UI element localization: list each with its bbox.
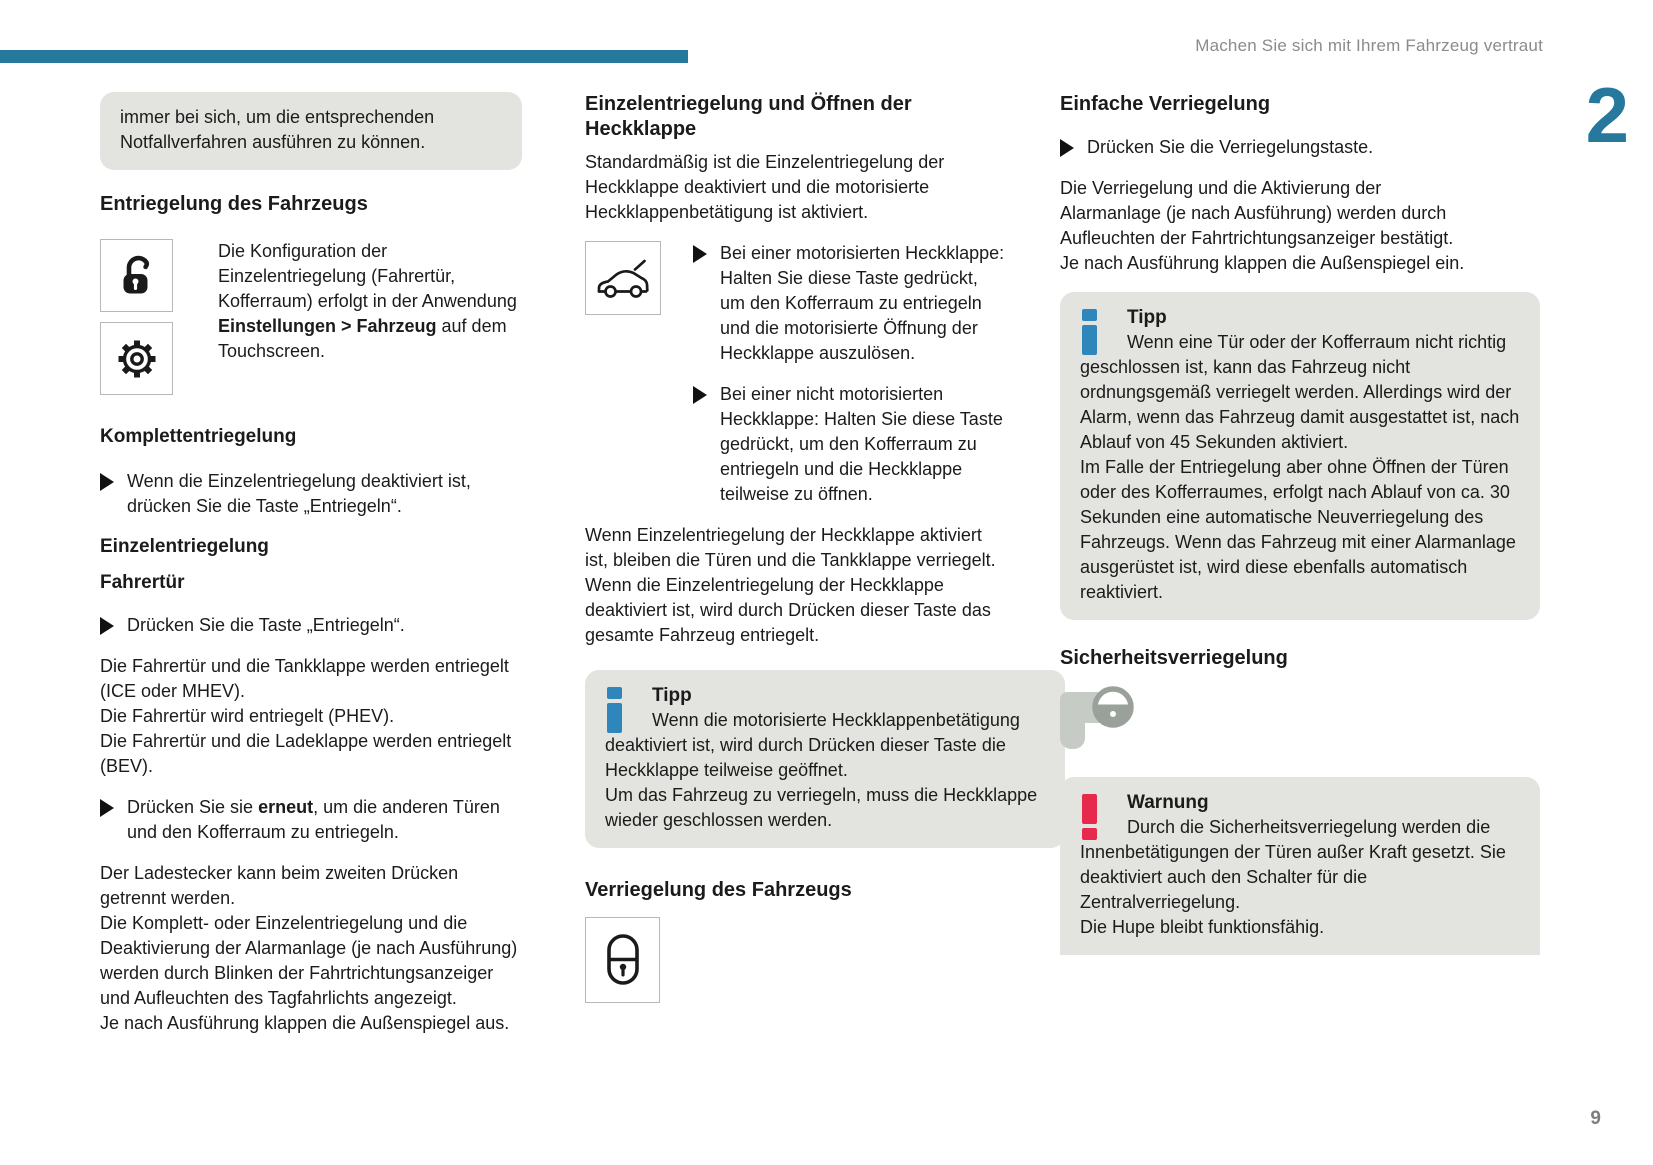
info-line: Der Ladestecker kann beim zweiten Drücken getrennt werden. xyxy=(100,863,459,908)
gear-icon xyxy=(100,322,173,395)
chapter-rule xyxy=(0,50,688,63)
tip-box xyxy=(585,670,1065,848)
icon-stack xyxy=(100,239,173,395)
unlocking-info-paragraph xyxy=(100,861,522,1036)
warning-title: Warnung xyxy=(1127,792,1209,813)
left-column xyxy=(100,92,522,1052)
carryover-note-box xyxy=(100,92,522,170)
bullet-item xyxy=(1060,135,1482,160)
carryover-note-text: immer bei sich, um die entsprechenden Notfallverfahren ausführen zu können. xyxy=(120,107,435,152)
bullet-item xyxy=(100,795,522,845)
config-text-post: auf dem Touchscreen. xyxy=(218,316,507,361)
lock-icon xyxy=(585,917,660,1003)
detail-line: Wenn die Einzelentriegelung der Heckklappe deaktiviert ist, wird durch Drücken dieser Taste das gesamte Fahrzeug entriegelt. xyxy=(585,575,991,645)
tip-title: Tipp xyxy=(1127,307,1167,328)
info-icon xyxy=(607,687,622,733)
warning-text: Die Hupe bleibt funktionsfähig. xyxy=(1080,917,1325,937)
unlocking-config-text xyxy=(218,239,522,395)
bullet-text-bold: erneut xyxy=(258,797,314,817)
section-heading-tailgate: Einzelentriegelung und Öffnen der Heckklappe xyxy=(585,93,912,140)
bullet-text: Drücken Sie die Verriegelungstaste. xyxy=(1087,137,1374,157)
bullet-text-pre: Drücken Sie sie xyxy=(127,797,259,817)
result-line: Die Fahrertür wird entriegelt (PHEV). xyxy=(100,706,395,726)
exclamation-icon xyxy=(1082,794,1097,840)
config-text-pre: Die Konfiguration der Einzelentriegelung (Fahrertür, Kofferraum) erfolgt in der Anwendung xyxy=(218,241,517,311)
page-number: 9 xyxy=(1590,1108,1601,1129)
info-icon xyxy=(1082,309,1097,355)
right-column xyxy=(1060,92,1520,955)
locking-details xyxy=(1060,176,1482,276)
bullet-text: Bei einer motorisierten Heckklappe: Halten Sie diese Taste gedrückt, um den Kofferraum zu entriegeln und die motorisierte Öffnung der Heckklappe auszulösen. xyxy=(720,243,1005,363)
middle-column xyxy=(585,92,1038,1003)
bullet-item xyxy=(100,469,522,519)
warning-box xyxy=(1060,777,1540,955)
result-line: Die Fahrertür und die Ladeklappe werden entriegelt (BEV). xyxy=(100,731,512,776)
triangle-bullet-icon xyxy=(1060,139,1074,157)
bullet-text: Drücken Sie die Taste „Entriegeln“. xyxy=(127,615,405,635)
warning-text: Durch die Sicherheitsverriegelung werden die Innenbetätigungen der Türen außer Kraft gesetzt. Sie deaktiviert auch den Schalter für die Zentralverriegelung. xyxy=(1080,817,1506,912)
unlock-icon xyxy=(100,239,173,312)
tip-box xyxy=(1060,292,1540,620)
section-heading-deadlocking: Sicherheitsverriegelung xyxy=(1060,647,1288,669)
tip-text: Wenn eine Tür oder der Kofferraum nicht richtig geschlossen ist, kann das Fahrzeug nicht ordnungsgemäß verriegelt werden. Allerdings wird der Alarm, wenn das Fahrzeug damit ausgestattet ist, nach Ablauf von 45 Sekunden aktiviert. xyxy=(1080,332,1520,452)
unlocking-icon-row xyxy=(100,239,522,395)
steering-wheel-icon xyxy=(1091,685,1135,729)
triangle-bullet-icon xyxy=(693,386,707,404)
car-open-tailgate-icon xyxy=(585,241,661,315)
detail-line: Je nach Ausführung klappen die Außenspiegel ein. xyxy=(1060,253,1465,273)
section-heading-unlocking: Entriegelung des Fahrzeugs xyxy=(100,193,368,215)
bullet-text-post: , um die anderen Türen und den Kofferraum zu entriegeln. xyxy=(127,797,500,842)
subheading-single-unlocking: Einzelentriegelung xyxy=(100,536,269,557)
subheading-complete-unlocking: Komplettentriegelung xyxy=(100,426,297,447)
icon-stack xyxy=(585,241,661,523)
info-line: Je nach Ausführung klappen die Außenspiegel aus. xyxy=(100,1013,510,1033)
chapter-number: 2 xyxy=(1585,71,1629,159)
result-line: Die Fahrertür und die Tankklappe werden entriegelt (ICE oder MHEV). xyxy=(100,656,509,701)
section-heading-simple-locking: Einfache Verriegelung xyxy=(1060,93,1271,115)
bullet-text: Bei einer nicht motorisierten Heckklappe: Halten Sie diese Taste gedrückt, um den Kofferraum zu entriegeln und die Heckklappe teilweise zu öffnen. xyxy=(720,384,1003,504)
detail-line: Die Verriegelung und die Aktivierung der Alarmanlage (je nach Ausführung) werden durch Aufleuchten der Fahrtrichtungsanzeiger bestätigt. xyxy=(1060,178,1454,248)
config-text-bold: Einstellungen > Fahrzeug xyxy=(218,316,437,336)
triangle-bullet-icon xyxy=(100,617,114,635)
info-line: Die Komplett- oder Einzelentriegelung und die Deaktivierung der Alarmanlage (je nach Ausführung) werden durch Blinken der Fahrtrichtungsanzeiger und Aufleuchten des Tagfahrlichts angezeigt. xyxy=(100,913,518,1008)
keyfob-steering-wheel-graphic xyxy=(1060,685,1156,749)
triangle-bullet-icon xyxy=(100,473,114,491)
tip-text: Im Falle der Entriegelung aber ohne Öffnen der Türen oder des Kofferraumes, erfolgt nach Ablauf von ca. 30 Sekunden eine automatische Neuverriegelung des Fahrzeugs. Wenn das Fahrzeug mit einer Alarmanlage ausgerüstet ist, wird diese ebenfalls automatisch reaktiviert. xyxy=(1080,457,1516,602)
triangle-bullet-icon xyxy=(100,799,114,817)
triangle-bullet-icon xyxy=(693,245,707,263)
tailgate-details xyxy=(585,523,1007,648)
tailgate-intro: Standardmäßig ist die Einzelentriegelung der Heckklappe deaktiviert und die motorisierte Heckklappenbetätigung ist aktiviert. xyxy=(585,152,945,222)
section-heading-locking: Verriegelung des Fahrzeugs xyxy=(585,879,852,901)
bullet-text xyxy=(127,795,522,845)
tip-text: Um das Fahrzeug zu verriegeln, muss die Heckklappe wieder geschlossen werden. xyxy=(605,785,1038,830)
bullet-text: Wenn die Einzelentriegelung deaktiviert ist, drücken Sie die Taste „Entriegeln“. xyxy=(127,471,471,516)
subheading-driver-door: Fahrertür xyxy=(100,572,185,593)
running-title: Machen Sie sich mit Ihrem Fahrzeug vertraut xyxy=(1195,36,1543,55)
bullet-item xyxy=(100,613,522,638)
tailgate-bullets xyxy=(693,241,1007,523)
detail-line: Wenn Einzelentriegelung der Heckklappe aktiviert ist, bleiben die Türen und die Tankklappe verriegelt. xyxy=(585,525,996,570)
bullet-item xyxy=(693,382,1007,507)
tip-title: Tipp xyxy=(652,685,692,706)
unlock-result-paragraph xyxy=(100,654,522,779)
tip-text: Wenn die motorisierte Heckklappenbetätigung deaktiviert ist, wird durch Drücken dieser Taste die Heckklappe teilweise geöffnet. xyxy=(605,710,1020,780)
bullet-item xyxy=(693,241,1007,366)
tailgate-icon-row xyxy=(585,241,1007,523)
